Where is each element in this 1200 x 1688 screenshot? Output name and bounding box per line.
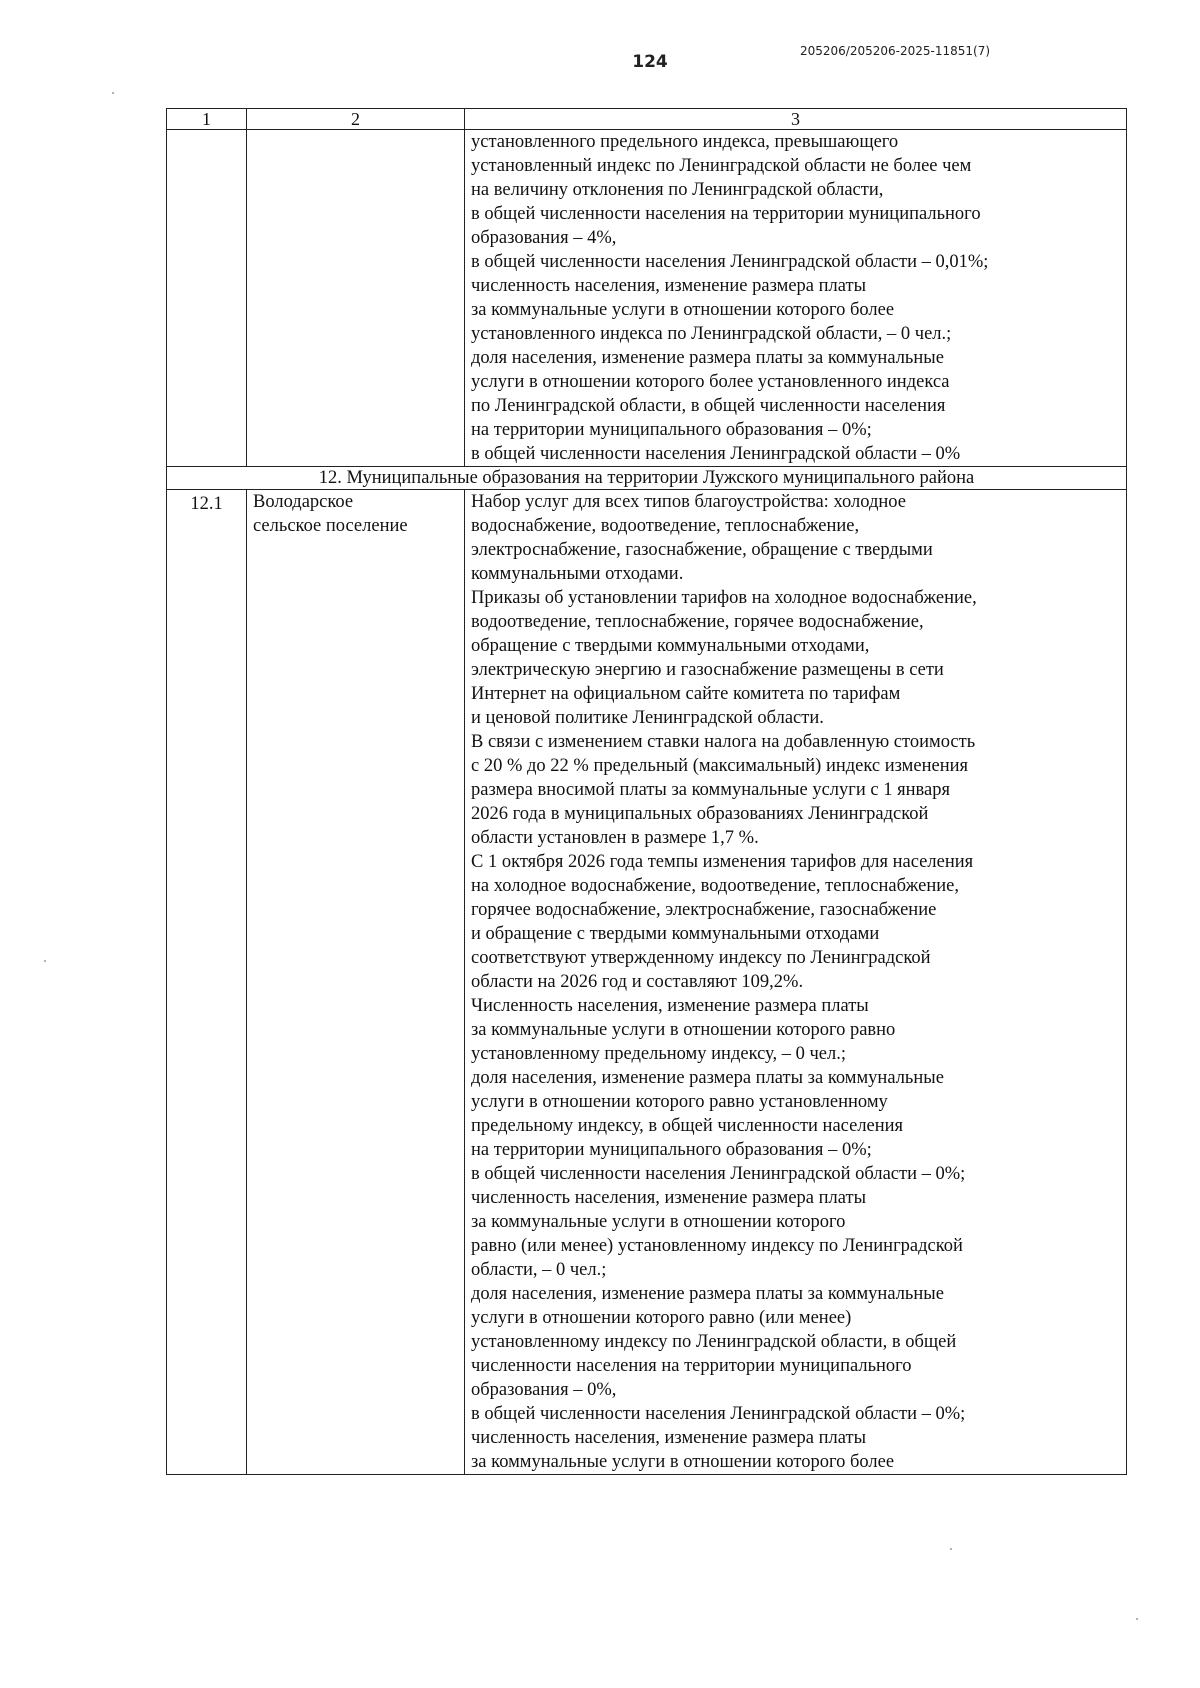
text-line: установленному предельному индексу, – 0 чел.; — [471, 1044, 846, 1064]
header-cell-2: 2 — [247, 109, 465, 130]
text-line: за коммунальные услуги в отношении которого равно — [471, 1020, 896, 1040]
text-line: численность населения, изменение размера платы — [471, 1428, 866, 1448]
text-line: численность населения, изменение размера платы — [471, 276, 866, 296]
scan-speck — [44, 960, 46, 962]
text-line: за коммунальные услуги в отношении которого — [471, 1212, 846, 1232]
section-title: 12. Муниципальные образования на территории Лужского муниципального района — [167, 467, 1127, 490]
text-line: Приказы об установлении тарифов на холодное водоснабжение, — [471, 588, 977, 608]
text-line: горячее водоснабжение, электроснабжение, газоснабжение — [471, 900, 937, 920]
text-line: Интернет на официальном сайте комитета по тарифам — [471, 684, 901, 704]
scan-speck — [950, 1548, 952, 1550]
document-code: 205206/205206-2025-11851(7) — [800, 44, 991, 58]
text-line: в общей численности населения Ленинградской области – 0%; — [471, 1164, 966, 1184]
text-line: установленного индекса по Ленинградской области, – 0 чел.; — [471, 324, 952, 344]
text-line: на холодное водоснабжение, водоотведение, теплоснабжение, — [471, 876, 959, 896]
text-line: С 1 октября 2026 года темпы изменения тарифов для населения — [471, 852, 974, 872]
cell-continued-text — [465, 130, 1127, 467]
text-line: области установлен в размере 1,7 %. — [471, 828, 759, 848]
section-row — [167, 467, 1127, 490]
text-line: на величину отклонения по Ленинградской области, — [471, 180, 884, 200]
text-line: образования – 0%, — [471, 1380, 617, 1400]
text-line: численности населения на территории муниципального — [471, 1356, 912, 1376]
text-line: в общей численности населения Ленинградской области – 0%; — [471, 1404, 966, 1424]
header-cell-3: 3 — [465, 109, 1127, 130]
page-number: 124 — [632, 52, 668, 72]
text-line: доля населения, изменение размера платы за коммунальные — [471, 1068, 944, 1088]
text-line: за коммунальные услуги в отношении которого более — [471, 1452, 895, 1472]
text-line: Численность населения, изменение размера платы — [471, 996, 869, 1016]
text-line: области, – 0 чел.; — [471, 1260, 607, 1280]
text-line: области на 2026 год и составляют 109,2%. — [471, 972, 804, 992]
document-table — [166, 108, 1127, 1475]
text-line: в общей численности населения Ленинградской области – 0,01%; — [471, 252, 989, 272]
text-line: обращение с твердыми коммунальными отходами, — [471, 636, 870, 656]
name-line: Володарское — [253, 492, 354, 512]
table-row-12-1 — [167, 490, 1127, 1475]
text-line: предельному индексу, в общей численности населения — [471, 1116, 904, 1136]
text-line: водоотведение, теплоснабжение, горячее водоснабжение, — [471, 612, 924, 632]
text-line: установленному индексу по Ленинградской области, в общей — [471, 1332, 957, 1352]
text-line: с 20 % до 22 % предельный (максимальный) индекс изменения — [471, 756, 969, 776]
table-header-row — [167, 109, 1127, 130]
text-line: установленный индекс по Ленинградской области не более чем — [471, 156, 972, 176]
text-line: установленного предельного индекса, превышающего — [471, 132, 899, 152]
scan-speck — [1136, 1618, 1138, 1620]
row-description — [465, 490, 1127, 1475]
text-line: равно (или менее) установленному индексу по Ленинградской — [471, 1236, 963, 1256]
header-cell-1: 1 — [167, 109, 247, 130]
text-line: коммунальными отходами. — [471, 564, 684, 584]
text-line: услуги в отношении которого равно установленному — [471, 1092, 888, 1112]
text-line: электрическую энергию и газоснабжение размещены в сети — [471, 660, 944, 680]
text-line: размера вносимой платы за коммунальные услуги с 1 января — [471, 780, 950, 800]
cell-continued-number — [167, 130, 247, 467]
municipality-name — [247, 490, 465, 1475]
text-line: водоснабжение, водоотведение, теплоснабжение, — [471, 516, 860, 536]
table-row-continued — [167, 130, 1127, 467]
text-line: доля населения, изменение размера платы за коммунальные — [471, 1284, 944, 1304]
text-line: соответствуют утвержденному индексу по Ленинградской — [471, 948, 931, 968]
text-line: Набор услуг для всех типов благоустройства: холодное — [471, 492, 906, 512]
text-line: образования – 4%, — [471, 228, 617, 248]
text-line: за коммунальные услуги в отношении которого более — [471, 300, 895, 320]
text-line: в общей численности населения на территории муниципального — [471, 204, 981, 224]
text-line: доля населения, изменение размера платы за коммунальные — [471, 348, 944, 368]
text-line: численность населения, изменение размера платы — [471, 1188, 866, 1208]
text-line: и ценовой политике Ленинградской области. — [471, 708, 824, 728]
row-number: 12.1 — [167, 490, 247, 1475]
text-line: на территории муниципального образования – 0%; — [471, 1140, 872, 1160]
text-line: В связи с изменением ставки налога на добавленную стоимость — [471, 732, 976, 752]
text-line: и обращение с твердыми коммунальными отходами — [471, 924, 880, 944]
text-line: в общей численности населения Ленинградской области – 0% — [471, 444, 961, 464]
text-line: по Ленинградской области, в общей численности населения — [471, 396, 946, 416]
text-line: 2026 года в муниципальных образованиях Ленинградской — [471, 804, 929, 824]
text-line: услуги в отношении которого более установленного индекса — [471, 372, 950, 392]
text-line: на территории муниципального образования – 0%; — [471, 420, 872, 440]
scan-speck — [112, 92, 114, 94]
name-line: сельское поселение — [253, 516, 408, 536]
text-line: услуги в отношении которого равно (или менее) — [471, 1308, 852, 1328]
cell-continued-name — [247, 130, 465, 467]
text-line: электроснабжение, газоснабжение, обращение с твердыми — [471, 540, 933, 560]
